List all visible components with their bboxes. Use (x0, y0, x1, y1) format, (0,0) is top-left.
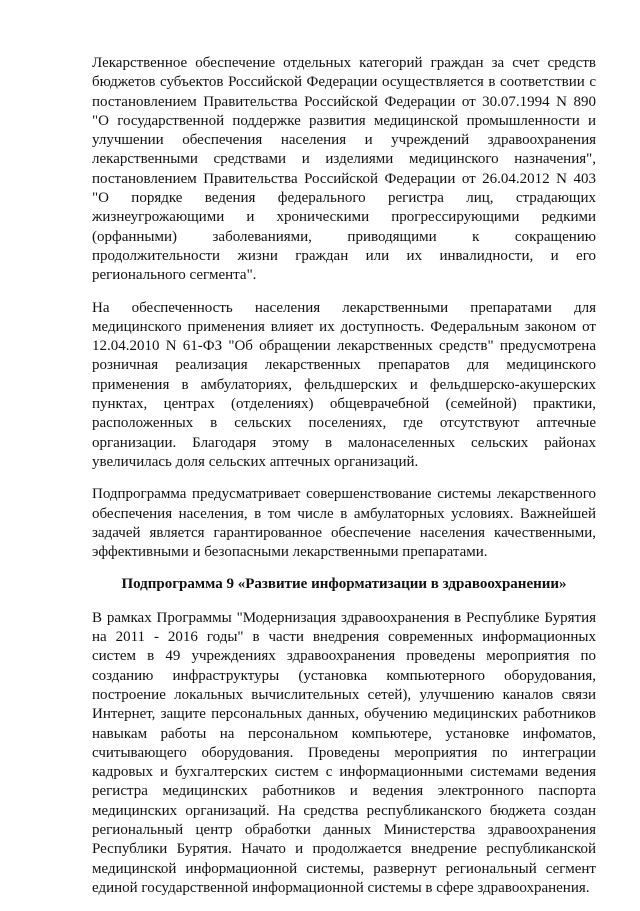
document-page (92, 54, 596, 911)
paragraph-subprogram-goals: Подпрограмма предусматривает совершенствование системы лекарственного обеспечения населения, в том числе в амбулаторных условиях. Важнейшей задачей является гарантированное обеспечение населения качественными, эффективными и безопасными лекарственными препаратами. (92, 486, 596, 561)
paragraph-informatization: В рамках Программы "Модернизация здравоохранения в Республике Бурятия на 2011 - 2016 годы" в части внедрения современных информационных систем в 49 учреждениях здравоохранения проведены мероприятия по созданию инфраструктуры (установка компьютерного оборудования, построение локальных вычислительных сетей), улучшению каналов связи Интернет, защите персональных данных, обучению медицинских работников навыкам работы на персональном компьютере, установке инфоматов, считывающего оборудования. Проведены мероприятия по интеграции кадровых и бухгалтерских систем с информационными системами ведения регистра медицинских работников и ведения электронного паспорта медицинских организаций. На средства республиканского бюджета создан региональный центр обработки данных Министерства здравоохранения Республики Бурятия. Начато и продолжается внедрение республиканской медицинской информационной системы, развернут региональный сегмент единой государственной информационной системы в сфере здравоохранения. (92, 609, 596, 896)
paragraph-drug-availability: На обеспеченность населения лекарственными препаратами для медицинского применения влияет их доступность. Федеральным законом от 12.04.2010 N 61-ФЗ "Об обращении лекарственных средств" предусмотрена розничная реализация лекарственных препаратов для медицинского применения в амбулаториях, фельдшерских и фельдшерско-акушерских пунктах, центрах (отделениях) общеврачебной (семейной) практики, расположенных в сельских поселениях, где отсутствуют аптечные организации. Благодаря этому в малонаселенных сельских районах увеличилась доля сельских аптечных организаций. (92, 299, 596, 470)
paragraph-drug-provision: Лекарственное обеспечение отдельных категорий граждан за счет средств бюджетов субъектов Российской Федерации осуществляется в соответствии с постановлением Правительства Российской Федерации от 30.07.1994 N 890 "О государственной поддержке развития медицинской промышленности и улучшении обеспечения населения и учреждений здравоохранения лекарственными средствами и изделиями медицинского назначения", постановлением Правительства Российской Федерации от 26.04.2012 N 403 "О порядке ведения федерального регистра лиц, страдающих жизнеугрожающими и хроническими прогрессирующими редкими (орфанными) заболеваниями, приводящими к сокращению продолжительности жизни граждан или их инвалидности, и его регионального сегмента". (92, 55, 596, 284)
section-heading: Подпрограмма 9 «Развитие информатизации в здравоохранении» (121, 576, 567, 593)
